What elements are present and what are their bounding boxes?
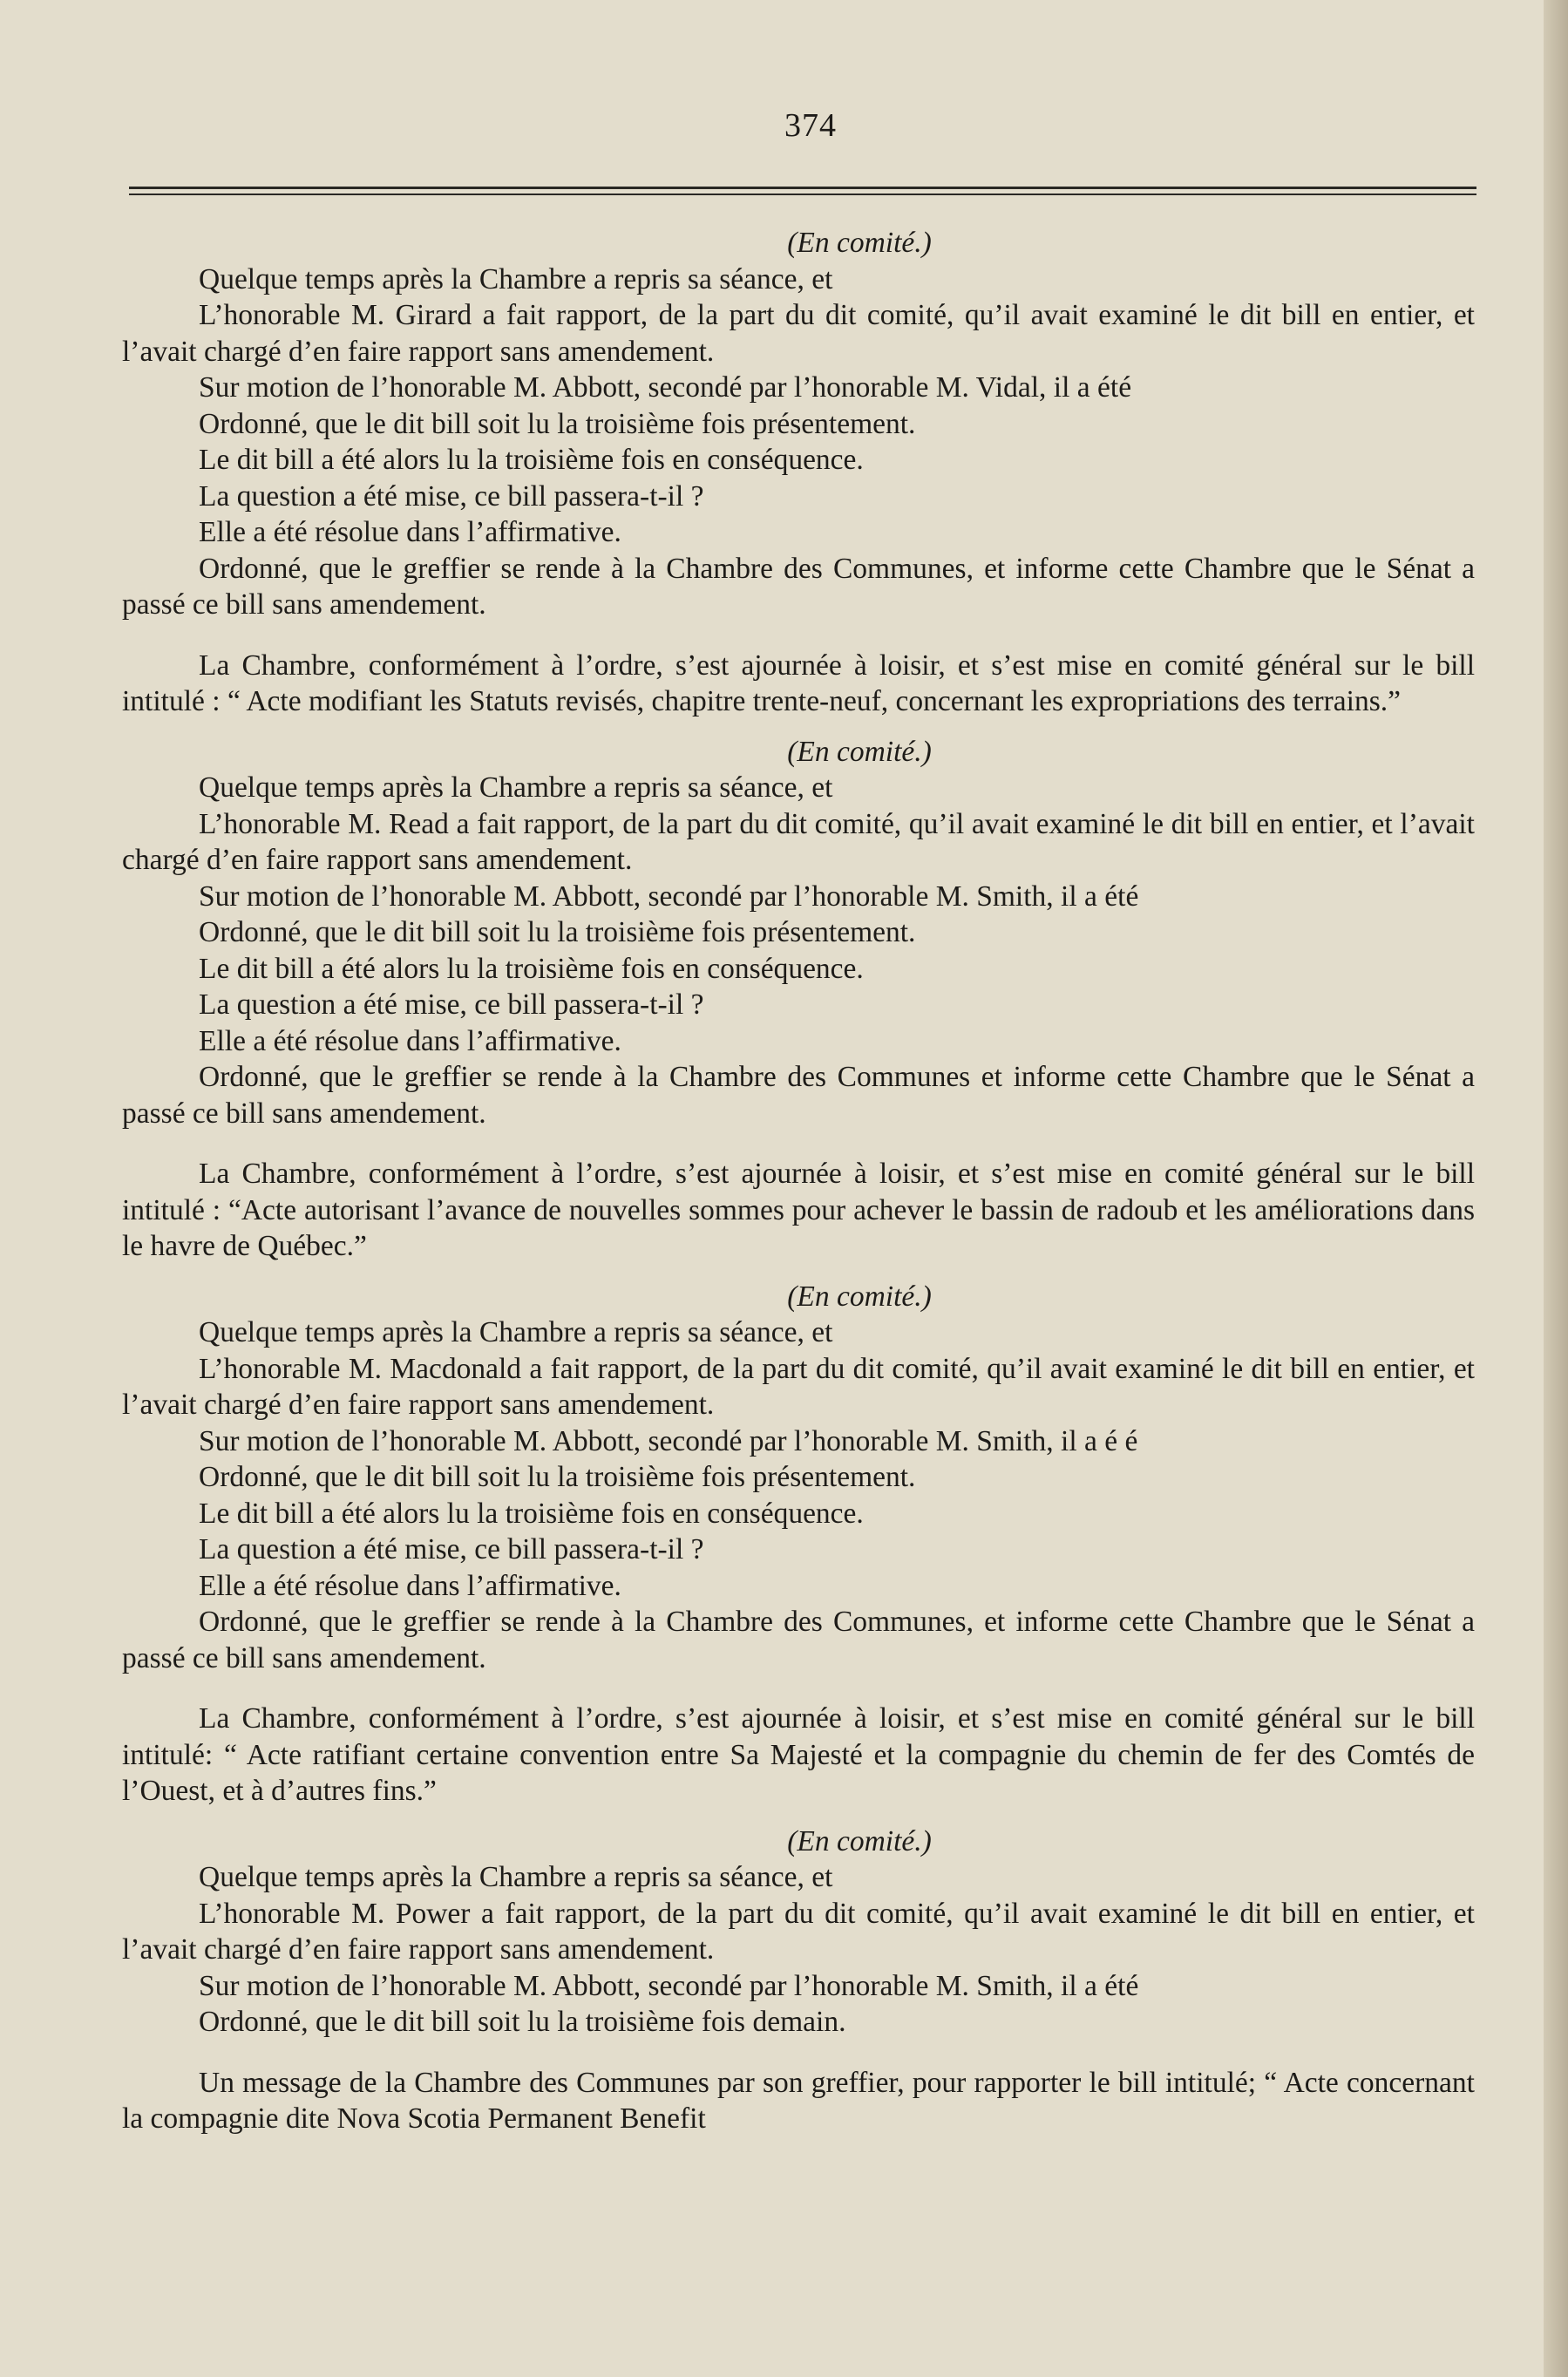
paragraph: L’honorable M. Read a fait rapport, de la part du dit comité, qu’il avait examiné le dit bill en entier, et l’avait chargé d’en faire rapport sans amendement. [122,807,1475,876]
paragraph: La question a été mise, ce bill passera-t-il ? [199,1533,704,1565]
paragraph: La Chambre, conformément à l’ordre, s’est ajournée à loisir, et s’est mise en comité général sur le bill intitulé: “ Acte ratifiant certaine convention entre Sa Majesté et la compagnie du chemin de fer des Comtés de l’Ouest, et à d’autres fins.” [122,1702,1475,1807]
paragraph: L’honorable M. Girard a fait rapport, de la part du dit comité, qu’il avait examiné le dit bill en entier, et l’avait chargé d’en faire rapport sans amendement. [122,299,1475,368]
paragraph: Ordonné, que le dit bill soit lu la troisième fois présentement. [199,407,916,440]
committee-section-1 [122,261,1475,623]
paragraph: Elle a été résolue dans l’affirmative. [199,1024,621,1057]
header-rule-secondary [129,194,1476,195]
page-number: 374 [784,107,837,144]
header-rule [129,187,1476,189]
paragraph: Le dit bill a été alors lu la troisième fois en conséquence. [199,952,864,985]
paragraph: Ordonné, que le greffier se rende à la Chambre des Communes et informe cette Chambre que le Sénat a passé ce bill sans amendement. [122,1061,1475,1130]
paragraph: L’honorable M. Macdonald a fait rapport, de la part du dit comité, qu’il avait examiné le dit bill en entier, et l’avait chargé d’en faire rapport sans amendement. [122,1352,1475,1421]
committee-section-4 [122,1859,1475,2041]
paragraph: L’honorable M. Power a fait rapport, de la part du dit comité, qu’il avait examiné le dit bill en entier, et l’avait chargé d’en faire rapport sans amendement. [122,1897,1475,1966]
paragraph: Sur motion de l’honorable M. Abbott, secondé par l’honorable M. Smith, il a été [199,879,1139,913]
committee-section-3 [122,1314,1475,1676]
paragraph: Ordonné, que le dit bill soit lu la troisième fois présentement. [199,1461,916,1493]
paragraph: Ordonné, que le greffier se rende à la Chambre des Communes, et informe cette Chambre que le Sénat a passé ce bill sans amendement. [122,552,1475,621]
paragraph: Elle a été résolue dans l’affirmative. [199,516,621,548]
committee-heading: (En comité.) [787,1824,932,1857]
paragraph: Sur motion de l’honorable M. Abbott, secondé par l’honorable M. Vidal, il a été [199,371,1132,404]
paragraph: Un message de la Chambre des Communes par son greffier, pour rapporter le bill intitulé; “ Acte concernant la compagnie dite Nova Scotia Permanent Benefit [122,2066,1475,2135]
committee-section-2 [122,770,1475,1131]
paragraph: La Chambre, conformément à l’ordre, s’est ajournée à loisir, et s’est mise en comité général sur le bill intitulé : “ Acte modifiant les Statuts revisés, chapitre trente-neuf, concernant les expropriations des terrains.” [122,649,1475,717]
page-body [122,225,1475,2137]
paragraph: Le dit bill a été alors lu la troisième fois en conséquence. [199,444,864,476]
paragraph: Quelque temps après la Chambre a repris sa séance, et [199,262,833,295]
paragraph: Ordonné, que le dit bill soit lu la troisième fois demain. [199,2006,846,2038]
paragraph: Sur motion de l’honorable M. Abbott, secondé par l’honorable M. Smith, il a é é [199,1424,1138,1457]
paragraph: Sur motion de l’honorable M. Abbott, secondé par l’honorable M. Smith, il a été [199,1969,1139,2002]
paragraph: Ordonné, que le greffier se rende à la Chambre des Communes, et informe cette Chambre que le Sénat a passé ce bill sans amendement. [122,1606,1475,1674]
committee-heading: (En comité.) [787,1280,932,1313]
committee-heading: (En comité.) [787,227,932,259]
paragraph: Quelque temps après la Chambre a repris sa séance, et [199,1861,833,1893]
paragraph: Elle a été résolue dans l’affirmative. [199,1569,621,1602]
paragraph: La question a été mise, ce bill passera-t-il ? [199,988,704,1021]
paragraph: La Chambre, conformément à l’ordre, s’est ajournée à loisir, et s’est mise en comité général sur le bill intitulé : “Acte autorisant l’avance de nouvelles sommes pour achever le bassin de radoub et les améliorations dans le havre de Québec.” [122,1158,1475,1262]
page-edge-shadow [1544,0,1568,2377]
paragraph: Ordonné, que le dit bill soit lu la troisième fois présentement. [199,916,916,948]
paragraph: La question a été mise, ce bill passera-t-il ? [199,479,704,513]
paragraph: Quelque temps après la Chambre a repris sa séance, et [199,1316,833,1348]
committee-heading: (En comité.) [787,735,932,768]
paragraph: Le dit bill a été alors lu la troisième fois en conséquence. [199,1497,864,1530]
paragraph: Quelque temps après la Chambre a repris sa séance, et [199,771,833,804]
